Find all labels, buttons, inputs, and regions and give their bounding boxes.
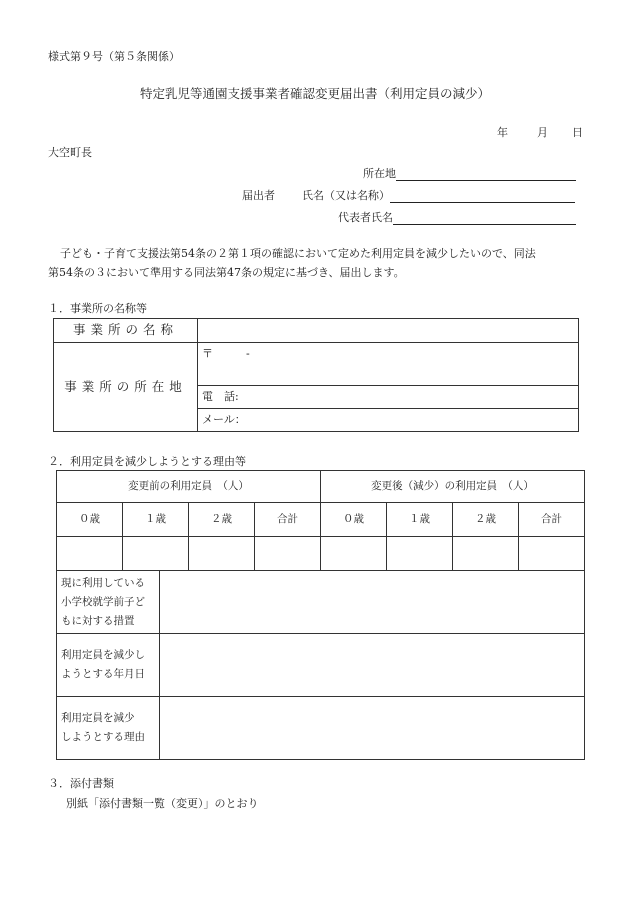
name-field (302, 189, 575, 203)
body-text-line1: 子ども・子育て支援法第54条の２第１項の確認において定めた利用定員を減少したいので、同法 (60, 247, 536, 260)
measures-label: 現に利用している 小学校就学前子ど もに対する措置 (57, 571, 160, 634)
after-total-field[interactable] (519, 537, 585, 571)
facility-name-row (54, 319, 579, 343)
name-line (390, 190, 575, 203)
addressee: 大空町長 (48, 146, 92, 159)
measures-row (57, 571, 585, 634)
mail-field[interactable] (198, 409, 579, 432)
postal-field[interactable] (198, 343, 579, 386)
mail-label: メール： (202, 412, 246, 426)
phone-label: 電 話: (202, 389, 239, 403)
section3-heading: ３．添付書類 (48, 777, 114, 790)
section1-heading: １．事業所の名称等 (48, 302, 147, 315)
facility-name-label: 事業所の名称 (54, 319, 198, 343)
address-line (396, 168, 576, 181)
reduction-reason-field[interactable] (160, 697, 585, 760)
address-label: 所在地 (363, 167, 396, 180)
representative-line (393, 212, 576, 225)
before-capacity-header: 変更前の利用定員 （人） (57, 471, 321, 503)
reduction-reason-row (57, 697, 585, 760)
after-2-field[interactable] (453, 537, 519, 571)
age-col-before-1: １歳 (123, 503, 189, 537)
age-col-after-2: ２歳 (453, 503, 519, 537)
after-1-field[interactable] (387, 537, 453, 571)
postal-mark: 〒 - (202, 347, 250, 360)
capacity-header-row (57, 471, 585, 503)
facility-table (53, 318, 579, 432)
facility-name-field[interactable] (198, 319, 579, 343)
notifier-label: 届出者 (242, 189, 275, 202)
facility-address-label: 事業所の所在地 (54, 343, 198, 432)
facility-address-row (54, 343, 579, 386)
measures-field[interactable] (160, 571, 585, 634)
age-col-before-2: ２歳 (189, 503, 255, 537)
attachment-text: 別紙「添付書類一覧（変更）」のとおり (66, 797, 259, 810)
before-0-field[interactable] (57, 537, 123, 571)
before-total-field[interactable] (255, 537, 321, 571)
age-header-row (57, 503, 585, 537)
name-label: 氏名（又は名称） (302, 189, 390, 202)
representative-field (338, 211, 576, 225)
age-col-before-0: ０歳 (57, 503, 123, 537)
capacity-value-row (57, 537, 585, 571)
date-year-label: 年 (497, 126, 508, 139)
page-title: 特定乳児等通園支援事業者確認変更届出書（利用定員の減少） (139, 86, 490, 101)
age-col-after-0: ０歳 (321, 503, 387, 537)
capacity-table (56, 470, 585, 760)
representative-label: 代表者氏名 (338, 211, 393, 224)
reduction-date-field[interactable] (160, 634, 585, 697)
reduction-date-label: 利用定員を減少し ようとする年月日 (57, 634, 160, 697)
before-2-field[interactable] (189, 537, 255, 571)
address-field (363, 167, 576, 181)
date-month-label: 月 (537, 126, 548, 139)
phone-field[interactable] (198, 386, 579, 409)
after-0-field[interactable] (321, 537, 387, 571)
age-col-after-total: 合計 (519, 503, 585, 537)
reduction-reason-label: 利用定員を減少 しようとする理由 (57, 697, 160, 760)
date-day-label: 日 (572, 126, 583, 139)
reduction-date-row (57, 634, 585, 697)
before-1-field[interactable] (123, 537, 189, 571)
age-col-before-total: 合計 (255, 503, 321, 537)
section2-heading: ２．利用定員を減少しようとする理由等 (48, 455, 246, 468)
age-col-after-1: １歳 (387, 503, 453, 537)
after-capacity-header: 変更後（減少）の利用定員 （人） (321, 471, 585, 503)
form-number: 様式第９号（第５条関係） (48, 50, 180, 63)
body-text-line2: 第54条の３において準用する同法第47条の規定に基づき、届出します。 (48, 266, 405, 279)
